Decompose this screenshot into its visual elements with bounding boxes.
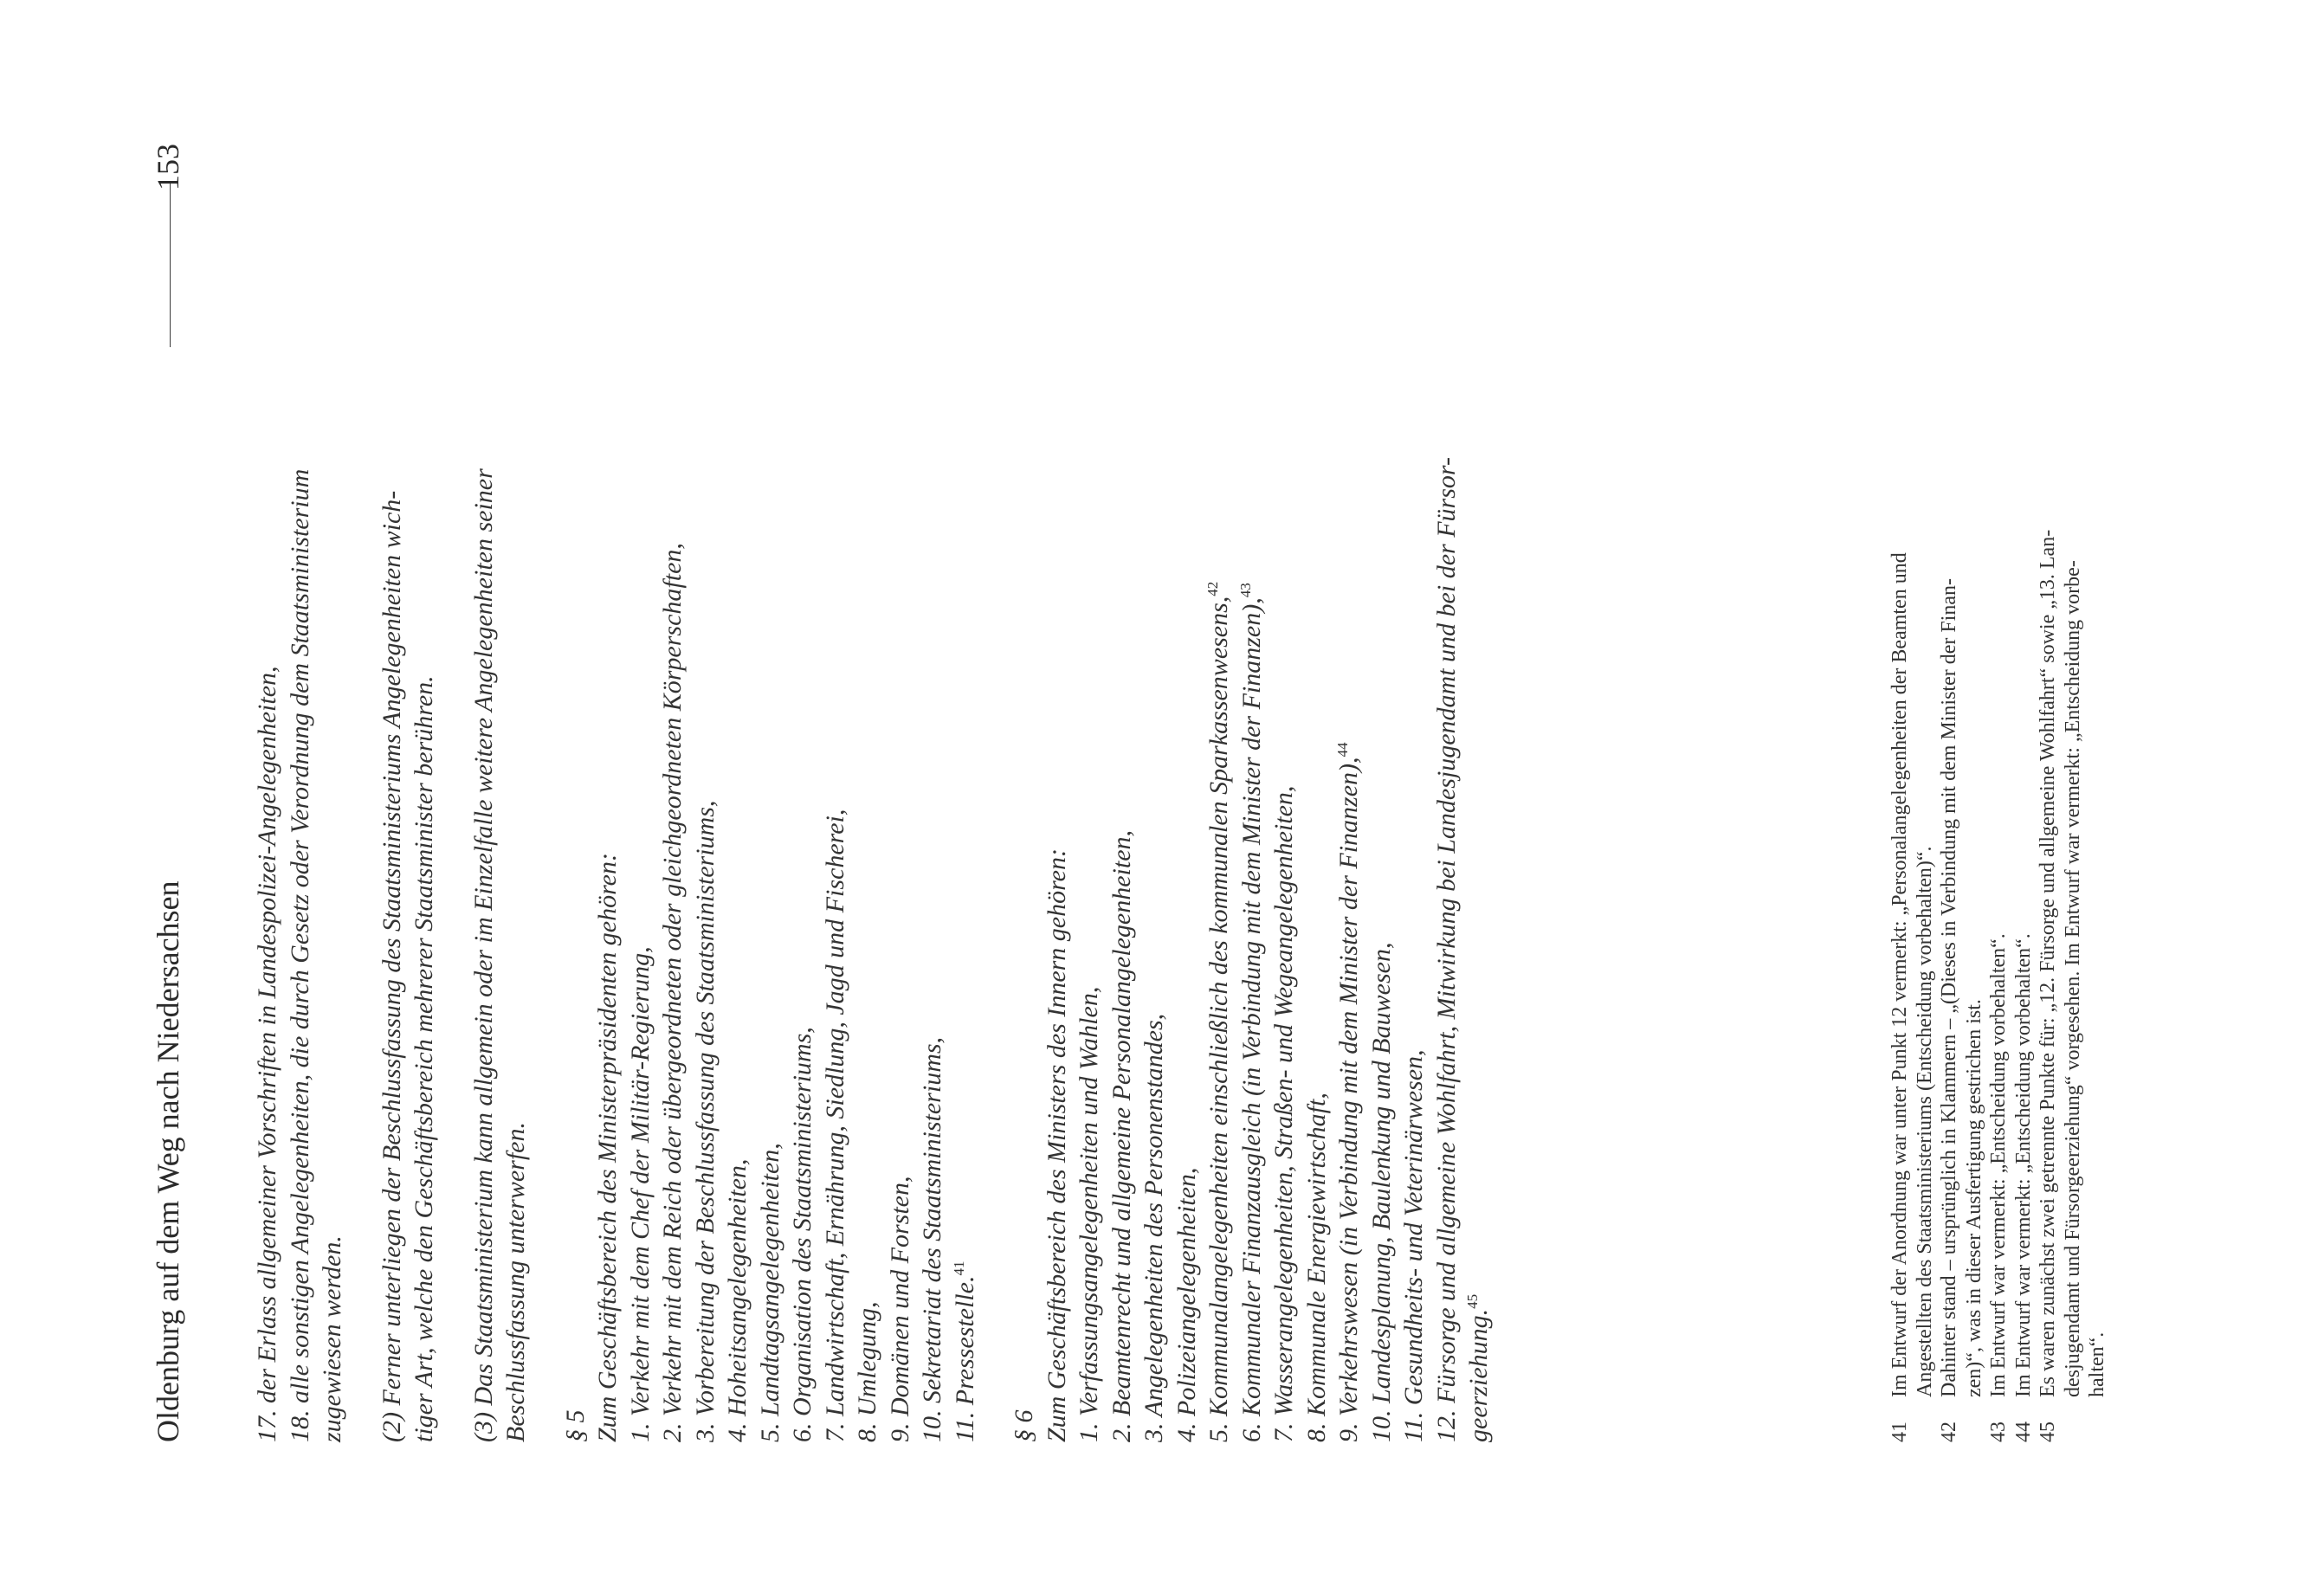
footnote-ref: 41 bbox=[950, 1260, 967, 1276]
text-line: tiger Art, welche den Geschäftsbereich mehrerer Staatsminister berühren. bbox=[410, 675, 438, 1442]
text-line: 17. der Erlass allgemeiner Vorschriften in Landespolizei-Angelegenheiten, bbox=[253, 666, 281, 1442]
running-title: Oldenburg auf dem Weg nach Niedersachsen bbox=[151, 880, 185, 1442]
page-number: 153 bbox=[151, 144, 185, 190]
footnote-ref: 44 bbox=[1334, 742, 1351, 758]
list-item: 10. Sekretariat des Staatsministeriums, bbox=[918, 1036, 946, 1442]
footnote bbox=[1937, 170, 1986, 1442]
list-item-text: 9. Verkehrswesen (in Verbindung mit dem Minister der Finanzen), bbox=[1334, 757, 1363, 1442]
list-item bbox=[1236, 170, 1269, 1442]
footnote-ref: 45 bbox=[1464, 1293, 1481, 1309]
list-item-continuation bbox=[1462, 170, 1495, 1442]
footnote-text: Dahinter stand – ursprünglich in Klammern – „(Dieses in Verbindung mit dem Minister der Finan- bbox=[1938, 577, 1960, 1397]
footnote bbox=[2011, 170, 2037, 1442]
list-item: 5. Landtagsangelegenheiten, bbox=[755, 1143, 784, 1442]
footnote-text: desjugendamt und Fürsorgeerziehung“ vorgesehen. Im Entwurf war vermerkt: „Entscheidung vorbe- bbox=[2061, 560, 2084, 1397]
text-line: (2) Ferner unterliegen der Beschlussfassung des Staatsministeriums Angelegenheiten wich- bbox=[377, 490, 406, 1442]
header-rule bbox=[170, 183, 171, 347]
list-item: 9. Domänen und Forsten, bbox=[885, 1176, 914, 1442]
list-item: 1. Verfassungsangelegenheiten und Wahlen, bbox=[1075, 986, 1103, 1442]
list-item: 12. Fürsorge und allgemeine Wohlfahrt, Mitwirkung bei Landesjugendamt und bei der Fürsor- bbox=[1431, 457, 1461, 1442]
footnote-text: Im Entwurf war vermerkt: „Entscheidung vorbehalten“. bbox=[1987, 933, 2010, 1397]
list-item: 3. Angelegenheiten des Personenstandes, bbox=[1139, 1013, 1168, 1442]
list-item-text: 5. Kommunalangelegenheiten einschließlich des kommunalen Sparkassenwesens, bbox=[1204, 596, 1233, 1442]
list-item: 10. Landesplanung, Baulenkung und Bauwesen, bbox=[1366, 942, 1396, 1442]
footnotes bbox=[1888, 170, 2110, 1442]
footnote-ref: 43 bbox=[1236, 583, 1254, 598]
list-item-text: 11. Pressestelle. bbox=[950, 1275, 979, 1442]
list-item-text: geerziehung. bbox=[1464, 1308, 1493, 1442]
section-intro: Zum Geschäftsbereich des Ministers des Innern gehören: bbox=[1042, 848, 1071, 1442]
list-item: 7. Wasserangelegenheiten, Straßen- und Wegeangelegenheiten, bbox=[1269, 785, 1298, 1442]
footnote-number: 44 bbox=[2011, 1422, 2035, 1442]
footnote-number: 41 bbox=[1888, 1422, 1911, 1442]
footnote-text: halten“. bbox=[2086, 1331, 2108, 1397]
text-line: 18. alle sonstigen Angelegenheiten, die durch Gesetz oder Verordnung dem Staatsministerium bbox=[285, 468, 314, 1442]
list-item: 2. Beamtenrecht und allgemeine Personalangelegenheiten, bbox=[1107, 829, 1136, 1442]
list-item: 2. Verkehr mit dem Reich oder übergeordneten oder gleichgeordneten Körperschaften, bbox=[658, 543, 687, 1442]
footnote bbox=[2036, 170, 2110, 1442]
list-item: 4. Polizeiangelegenheiten, bbox=[1172, 1167, 1201, 1442]
list-item: 6. Organisation des Staatsministeriums, bbox=[788, 1027, 817, 1442]
list-item: 4. Hoheitsangelegenheiten, bbox=[723, 1158, 752, 1442]
running-header bbox=[147, 144, 199, 1442]
footnote-number: 43 bbox=[1987, 1422, 2010, 1442]
list-item: 11. Gesundheits- und Veterinärwesen, bbox=[1399, 1049, 1428, 1442]
list-item-text: 6. Kommunaler Finanzausgleich (in Verbindung mit dem Minister der Finanzen), bbox=[1236, 597, 1266, 1442]
section-heading: § 5 bbox=[560, 1409, 590, 1442]
section-heading: § 6 bbox=[1010, 1409, 1038, 1442]
text-line: (3) Das Staatsministerium kann allgemein oder im Einzelfalle weitere Angelegenheiten seiner bbox=[468, 468, 498, 1442]
text-line: Beschlussfassung unterwerfen. bbox=[501, 1122, 530, 1442]
footnote-text: zen)“, was in dieser Ausfertigung gestrichen ist. bbox=[1962, 999, 1985, 1397]
footnote-text: Im Entwurf der Anordnung war unter Punkt 12 vermerkt: „Personalangelegenheiten der Beamten und bbox=[1888, 552, 1911, 1397]
list-item: 7. Landwirtschaft, Ernährung, Siedlung, Jagd und Fischerei, bbox=[820, 809, 849, 1442]
footnote-ref: 42 bbox=[1204, 581, 1221, 596]
list-item bbox=[949, 170, 982, 1442]
footnote-number: 42 bbox=[1938, 1422, 1960, 1442]
footnote-text: Im Entwurf war vermerkt: „Entscheidung vorbehalten“. bbox=[2011, 933, 2035, 1397]
footnote bbox=[1888, 170, 1937, 1442]
text-line: zugewiesen werden. bbox=[318, 1235, 346, 1442]
list-item: 8. Umlegung, bbox=[853, 1301, 881, 1442]
footnote bbox=[1986, 170, 2011, 1442]
section-intro: Zum Geschäftsbereich des Ministerpräsidenten gehören: bbox=[593, 853, 622, 1442]
footnote-text: Es waren zunächst zwei getrennte Punkte für: „12. Fürsorge und allgemeine Wohlfahrt“ sowie „13. Lan- bbox=[2037, 529, 2059, 1397]
footnote-number: 45 bbox=[2037, 1422, 2059, 1442]
list-item bbox=[1333, 170, 1365, 1442]
footnote-text: Angestellten des Staatsministeriums (Entscheidung vorbehalten)“. bbox=[1913, 846, 1936, 1397]
main-text bbox=[251, 170, 1495, 1442]
list-item bbox=[1203, 170, 1236, 1442]
list-item: 8. Kommunale Energiewirtschaft, bbox=[1301, 1093, 1331, 1442]
list-item: 1. Verkehr mit dem Chef der Militär-Regierung, bbox=[625, 946, 655, 1442]
list-item: 3. Vorbereitung der Beschlussfassung des Staatsministeriums, bbox=[690, 800, 720, 1442]
